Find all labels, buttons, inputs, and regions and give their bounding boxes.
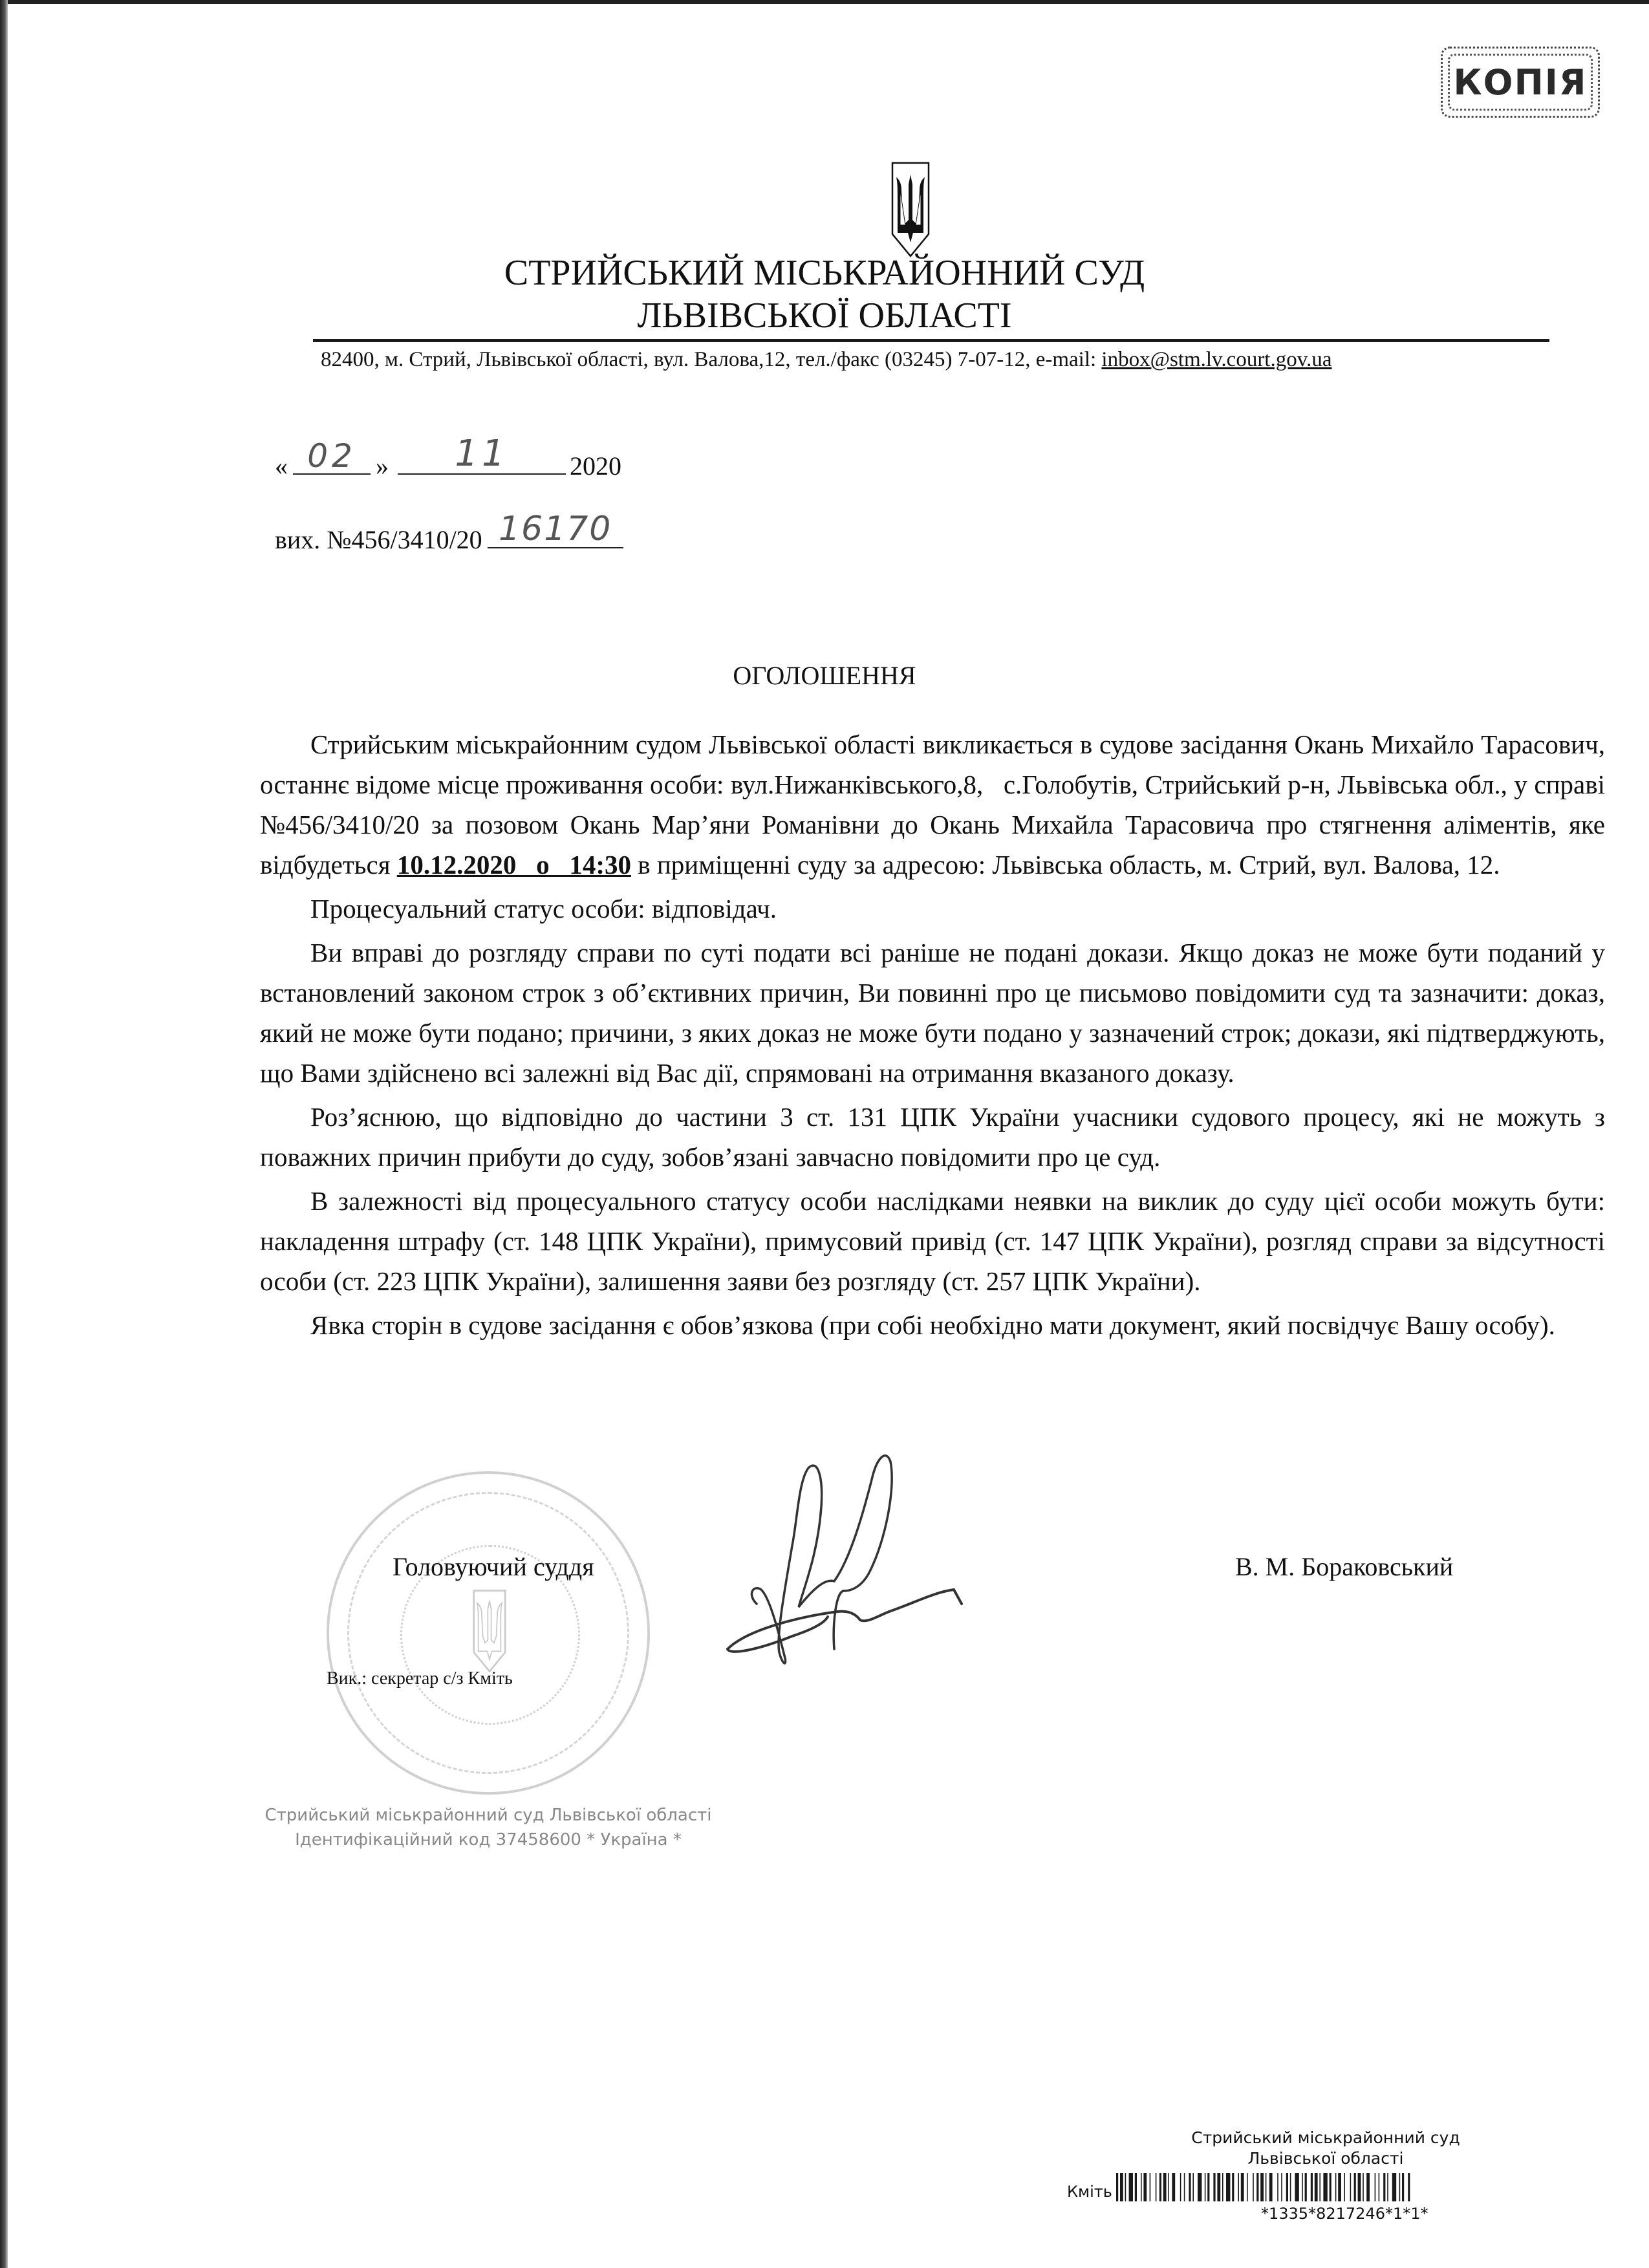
- barcode-bar: [1253, 2173, 1254, 2201]
- barcode-bar: [1323, 2173, 1327, 2201]
- barcode-bar: [1387, 2173, 1388, 2201]
- barcode-bar: [1116, 2173, 1118, 2201]
- barcode-bar: [1358, 2173, 1361, 2201]
- barcode-bar: [1135, 2173, 1137, 2201]
- summons-text: відбудеться: [260, 850, 397, 880]
- body-line: [260, 1013, 1605, 1053]
- barcode-bar: [1260, 2173, 1264, 2201]
- court-address-text: 82400, м. Стрий, Львівської області, вул. Валова,12, тел./факс (03245) 7-07-12, e-mail:: [321, 348, 1102, 371]
- barcode-bar: [1290, 2173, 1291, 2201]
- open-quote: «: [275, 451, 288, 481]
- barcode-bar: [1366, 2173, 1370, 2201]
- judge-title: Головуючий суддя: [393, 1552, 594, 1581]
- barcode-bar: [1156, 2173, 1157, 2201]
- barcode-bar: [1335, 2173, 1337, 2201]
- barcode-bar: [1129, 2173, 1133, 2201]
- handwritten-outgoing-number: 16170: [498, 510, 612, 548]
- barcode-bar: [1163, 2173, 1167, 2201]
- outgoing-number-field: [488, 511, 623, 548]
- barcode-bar: [1159, 2173, 1161, 2201]
- consequences-text: накладення штрафу (ст. 148 ЦПК України), примусовий привід (ст. 147 ЦПК України), розгляд справи за відсутності: [260, 1226, 1605, 1256]
- barcode-label: [1067, 2128, 1584, 2223]
- barcode-bar: [1120, 2173, 1123, 2201]
- attendance-text: Явка сторін в судове засідання є обов’язкова (при собі необхідно мати документ, який посвідчує Вашу особу).: [310, 1310, 1555, 1340]
- body-line: [310, 1097, 1605, 1137]
- barcode-bar: [1319, 2173, 1320, 2201]
- barcode-court-line1: Стрийський міськрайонний суд: [1191, 2128, 1460, 2147]
- barcode-court-line2: Львівської області: [1247, 2149, 1404, 2168]
- barcode-bar: [1143, 2173, 1147, 2201]
- judge-name: В. М. Бораковський: [1235, 1552, 1454, 1581]
- hearing-datetime: 10.12.2020 о 14:30: [396, 850, 631, 880]
- executor-note: Вик.: секретар с/з Кміть: [327, 1669, 513, 1689]
- barcode-clerk: Кміть: [1067, 2183, 1112, 2201]
- barcode-bar: [1241, 2173, 1244, 2201]
- barcode-bar: [1338, 2173, 1341, 2201]
- body-line: [260, 764, 1605, 805]
- summons-text: Стрийським міськрайонним судом Львівської області викликається в судове засідання Окань Михайло Тарасович,: [310, 729, 1605, 759]
- seal-trident-icon: [473, 1589, 506, 1673]
- evidence-text: що Вами здійснено всі залежні від Вас дії, спрямовані на отримання вказаного доказу.: [260, 1058, 1234, 1088]
- barcode-bar: [1232, 2173, 1234, 2201]
- barcode-bar: [1305, 2173, 1307, 2201]
- scan-edge-left: [0, 0, 8, 2268]
- barcode-icon: [1116, 2173, 1414, 2201]
- barcode-bar: [1192, 2173, 1194, 2201]
- consequences-text: особи (ст. 223 ЦПК України), залишення заяви без розгляду (ст. 257 ЦПК України).: [260, 1266, 1201, 1296]
- barcode-bar: [1207, 2173, 1209, 2201]
- body-line: [260, 805, 1605, 845]
- explanation-text: Роз’яснюю, що відповідно до частини 3 ст. 131 ЦПК України учасники судового процесу, які не можуть з: [310, 1102, 1605, 1132]
- barcode-row: [1067, 2170, 1584, 2201]
- barcode-bar: [1286, 2173, 1288, 2201]
- court-name-line1: СТРИЙСЬКИЙ МІСЬКРАЙОННИЙ СУД: [504, 253, 1145, 293]
- handwritten-day: 02: [307, 437, 356, 475]
- barcode-bar: [1383, 2173, 1385, 2201]
- barcode-bar: [1256, 2173, 1258, 2201]
- document-heading: ОГОЛОШЕННЯ: [733, 661, 916, 690]
- handwritten-month: 11: [455, 433, 509, 475]
- court-name-line2: ЛЬВІВСЬКОЇ ОБЛАСТІ: [637, 296, 1012, 336]
- barcode-bar: [1168, 2173, 1169, 2201]
- barcode-bar: [1399, 2173, 1401, 2201]
- barcode-bar: [1266, 2173, 1267, 2201]
- barcode-bar: [1125, 2173, 1126, 2201]
- barcode-bar: [1330, 2173, 1331, 2201]
- body-line: [260, 1221, 1605, 1261]
- barcode-bar: [1150, 2173, 1151, 2201]
- status-text: Процесуальний статус особи: відповідач.: [310, 894, 777, 923]
- scan-edge-top: [0, 0, 1649, 4]
- barcode-bar: [1354, 2173, 1356, 2201]
- summons-text: №456/3410/20 за позовом Окань Мар’яни Романівни до Окань Михайла Тарасовича про стягнення аліментів, яке: [260, 810, 1605, 839]
- barcode-bar: [1172, 2173, 1175, 2201]
- barcode-bar: [1375, 2173, 1376, 2201]
- barcode-bar: [1269, 2173, 1273, 2201]
- judge-signature: [721, 1442, 1044, 1688]
- barcode-bar: [1402, 2173, 1404, 2201]
- evidence-text: Ви вправі до розгляду справи по суті подати всі раніше не подані докази. Якщо доказ не може бути поданий у: [310, 938, 1605, 967]
- evidence-text: встановлений законом строк з об’єктивних причин, Ви повинні про це письмово повідомити суд та зазначити: доказ,: [260, 978, 1605, 1008]
- month-field: [398, 433, 566, 475]
- barcode-bar: [1315, 2173, 1318, 2201]
- seal-text-top: Стрийський міськрайонний суд Львівської області: [264, 1806, 712, 1825]
- barcode-bar: [1222, 2173, 1223, 2201]
- body-line: [260, 1137, 1160, 1177]
- summons-text: останнє відоме місце проживання особи: вул.Нижанківського,8, с.Голобутів, Стрийський р-н, Львівська обл., у справі: [260, 770, 1605, 799]
- explanation-text: поважних причин прибути до суду, зобов’язані завчасно повідомити про це суд.: [260, 1142, 1161, 1172]
- barcode-bar: [1350, 2173, 1352, 2201]
- close-quote: »: [376, 451, 389, 481]
- body-line: [260, 1261, 1201, 1301]
- barcode-bar: [1247, 2173, 1248, 2201]
- evidence-text: який не може бути подано; причини, з яких доказ не може бути подано у зазначений строк; докази, які підтверджують,: [260, 1018, 1605, 1048]
- barcode-bar: [1344, 2173, 1345, 2201]
- barcode-bar: [1311, 2173, 1313, 2201]
- barcode-bar: [1281, 2173, 1282, 2201]
- barcode-bar: [1217, 2173, 1220, 2201]
- outgoing-number: [275, 511, 623, 556]
- seal-text-bottom: Ідентифікаційний код 37458600 * Україна *: [295, 1830, 682, 1850]
- body-line: [310, 1181, 1605, 1221]
- body-line: [310, 889, 777, 929]
- barcode-bar: [1213, 2173, 1215, 2201]
- barcode-bar: [1408, 2173, 1410, 2201]
- barcode-bar: [1392, 2173, 1396, 2201]
- outgoing-prefix: вих. №456/3410/20: [275, 525, 482, 554]
- barcode-bar: [1363, 2173, 1364, 2201]
- body-line: [260, 845, 1500, 885]
- barcode-bar: [1205, 2173, 1206, 2201]
- summons-location-text: в приміщенні суду за адресою: Львівська область, м. Стрий, вул. Валова, 12.: [630, 850, 1500, 880]
- barcode-bar: [1379, 2173, 1380, 2201]
- barcode-code: *1335*8217246*1*1*: [1261, 2205, 1428, 2223]
- barcode-bar: [1198, 2173, 1202, 2201]
- copy-stamp: [1441, 47, 1600, 118]
- copy-stamp-label: КОПІЯ: [1453, 61, 1588, 103]
- court-email-link[interactable]: inbox@stm.lv.court.gov.ua: [1101, 348, 1332, 371]
- document-date: [275, 433, 621, 482]
- body-line: [310, 1305, 1555, 1345]
- header-divider: [313, 339, 1549, 342]
- barcode-bar: [1141, 2173, 1142, 2201]
- date-year: 2020: [570, 451, 621, 481]
- barcode-bar: [1180, 2173, 1181, 2201]
- barcode-bar: [1238, 2173, 1239, 2201]
- body-line: [260, 1053, 1234, 1093]
- court-address: [321, 347, 1331, 373]
- barcode-bar: [1295, 2173, 1299, 2201]
- barcode-bar: [1302, 2173, 1303, 2201]
- court-seal: [327, 1471, 650, 1795]
- barcode-bar: [1226, 2173, 1230, 2201]
- body-line: [310, 724, 1605, 764]
- trident-emblem-icon: [891, 162, 930, 257]
- barcode-bar: [1277, 2173, 1278, 2201]
- body-line: [310, 933, 1605, 973]
- barcode-bar: [1184, 2173, 1185, 2201]
- day-field: [293, 437, 371, 475]
- body-line: [260, 973, 1605, 1013]
- consequences-text: В залежності від процесуального статусу особи наслідками неявки на виклик до суду цієї особи можуть бути:: [310, 1186, 1605, 1216]
- barcode-bar: [1189, 2173, 1191, 2201]
